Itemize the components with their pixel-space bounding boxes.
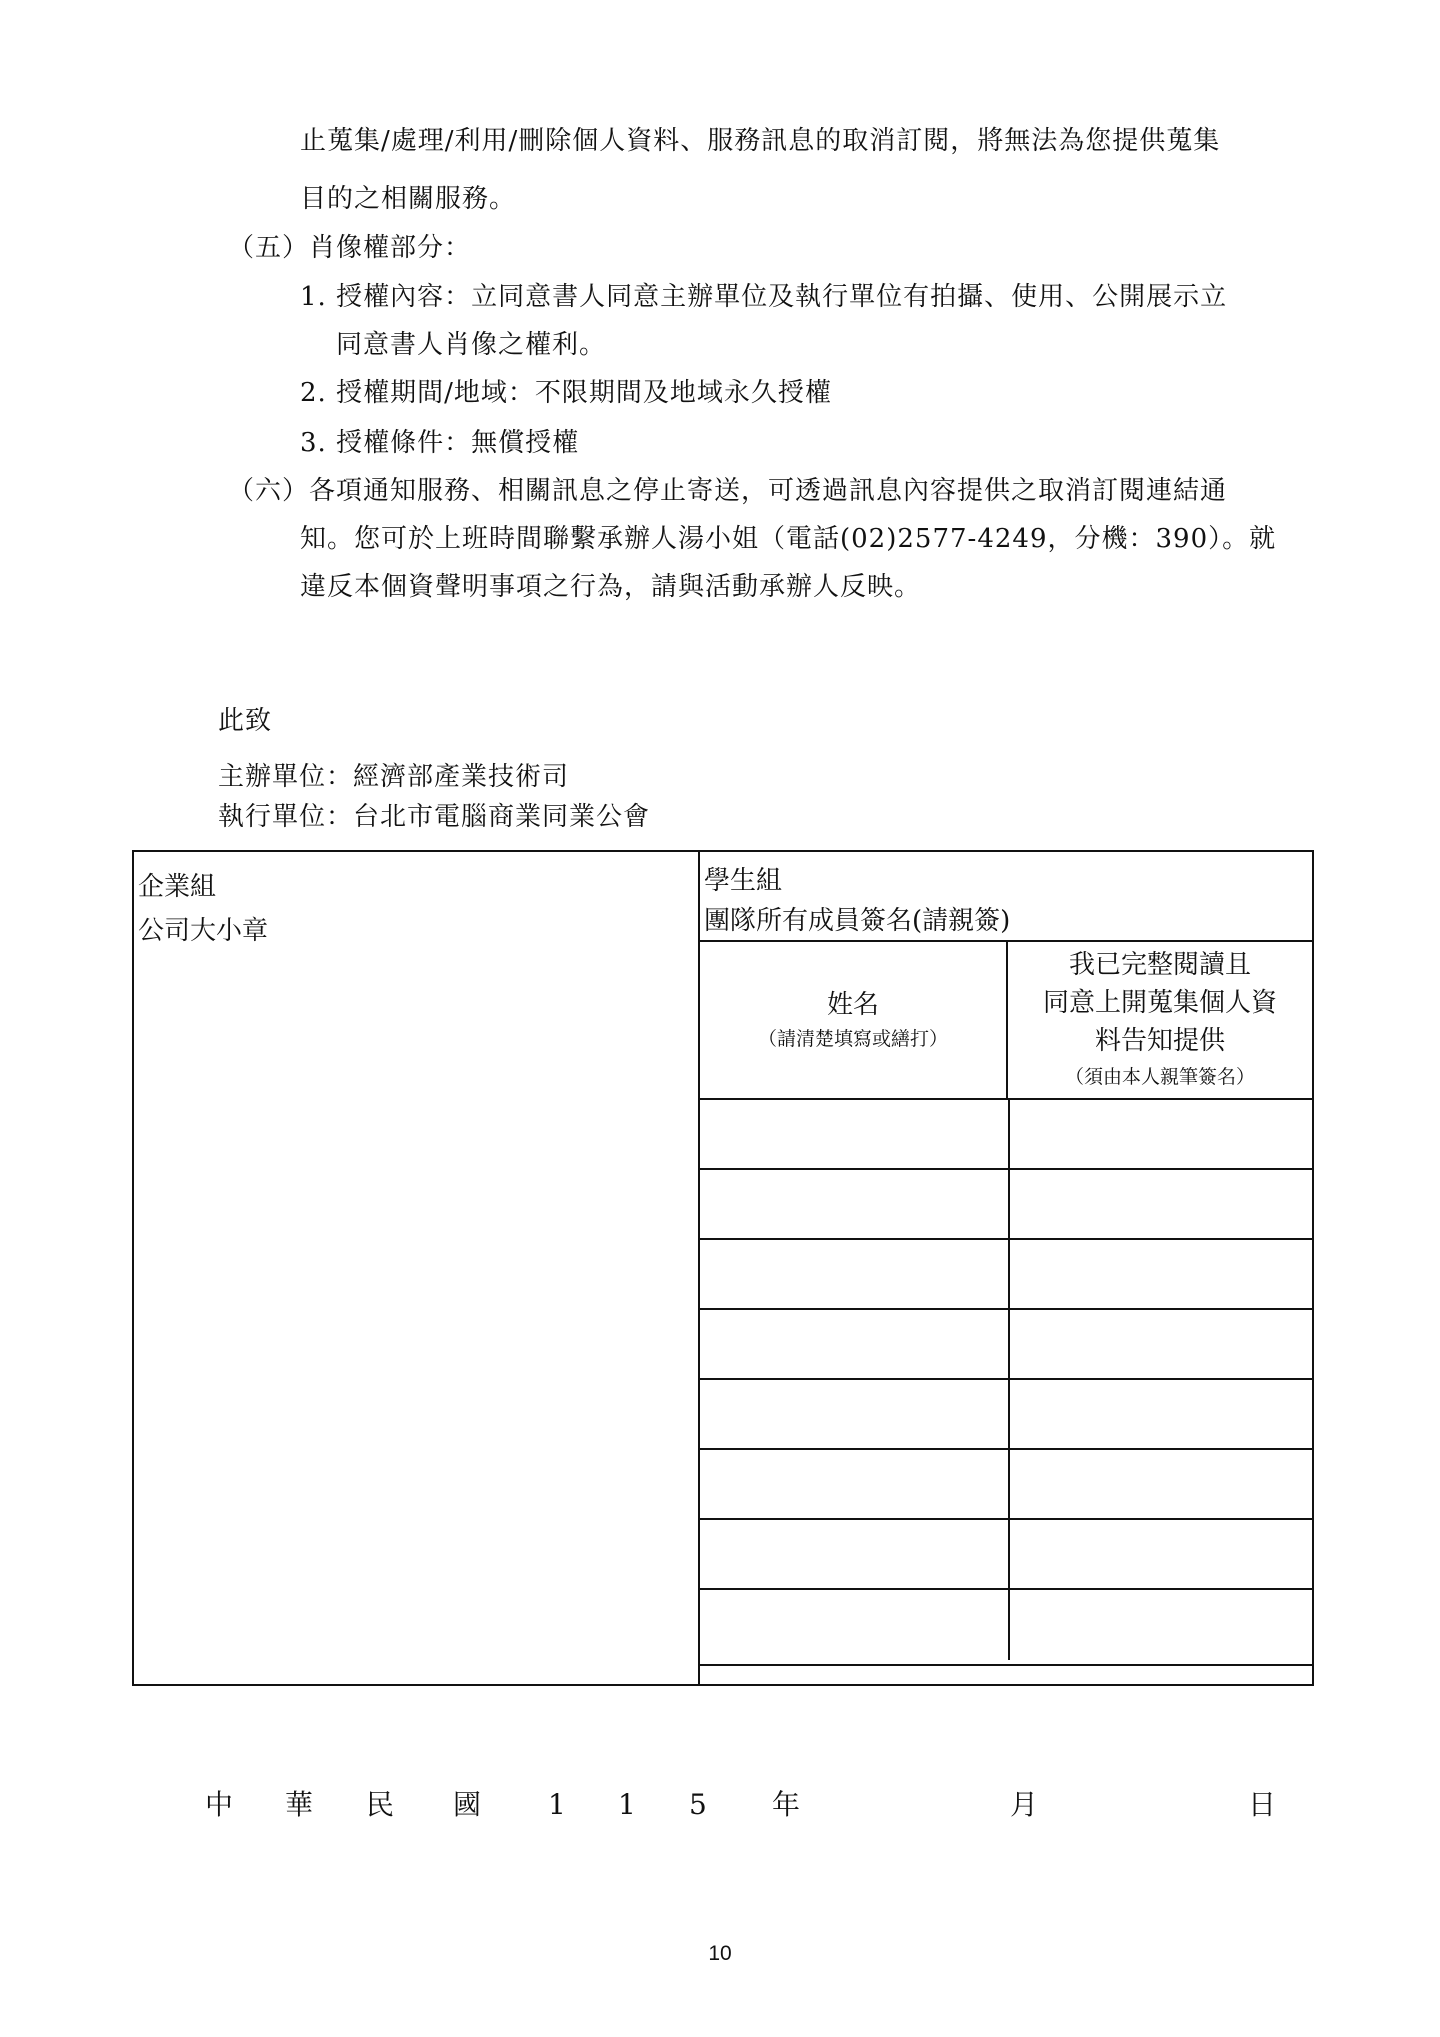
- body-line-4: 1. 授權內容：立同意書人同意主辦單位及執行單位有拍攝、使用、公開展示立: [300, 282, 1228, 312]
- agree-header-cell: [1008, 942, 1312, 1098]
- date-digit-3: 5: [689, 1788, 707, 1821]
- signature-table: [700, 940, 1314, 1666]
- date-month-label: 月: [1010, 1788, 1039, 1821]
- date-digit-1: 1: [548, 1788, 566, 1821]
- agree-note: （須由本人親筆簽名）: [1064, 1066, 1255, 1088]
- name-note: （請清楚填寫或繕打）: [757, 1028, 948, 1050]
- table-row[interactable]: [700, 1240, 1312, 1310]
- name-header-cell: [700, 942, 1008, 1098]
- enterprise-title: 企業組: [138, 872, 217, 902]
- table-row[interactable]: [700, 1310, 1312, 1380]
- date-digit-2: 1: [618, 1788, 636, 1821]
- body-line-7: 3. 授權條件：無償授權: [300, 428, 580, 458]
- date-year-label: 年: [772, 1788, 801, 1821]
- student-title: 學生組: [704, 866, 783, 896]
- closing-text: 此致: [218, 706, 273, 736]
- table-row[interactable]: [700, 1590, 1312, 1660]
- table-row[interactable]: [700, 1450, 1312, 1520]
- body-line-9: 知。您可於上班時間聯繫承辦人湯小姐（電話(02)2577-4249，分機：390）。就: [300, 524, 1277, 554]
- student-column: [700, 852, 1312, 1684]
- section-five-heading: （五）肖像權部分：: [228, 233, 472, 263]
- date-char-hua: 華: [285, 1788, 314, 1821]
- table-row[interactable]: [700, 1100, 1312, 1170]
- agree-header-line3: 料告知提供: [1094, 1026, 1225, 1056]
- page-number: 10: [708, 1942, 732, 1965]
- body-line-5: 同意書人肖像之權利。: [336, 330, 607, 360]
- student-sign-note: 團隊所有成員簽名(請親簽): [704, 906, 1011, 936]
- body-line-6: 2. 授權期間/地域：不限期間及地域永久授權: [300, 378, 832, 408]
- signature-table-header: [700, 942, 1312, 1100]
- section-six-heading: （六）各項通知服務、相關訊息之停止寄送，可透過訊息內容提供之取消訂閱連結通: [228, 476, 1228, 506]
- table-row[interactable]: [700, 1520, 1312, 1590]
- enterprise-column: [134, 852, 700, 1684]
- executor-line: 執行單位：台北市電腦商業同業公會: [218, 802, 651, 832]
- date-day-label: 日: [1248, 1788, 1277, 1821]
- date-char-guo: 國: [453, 1788, 482, 1821]
- body-line-2: 目的之相關服務。: [300, 184, 517, 214]
- name-header: 姓名: [826, 990, 879, 1020]
- agree-header-line2: 同意上開蒐集個人資: [1042, 988, 1277, 1018]
- table-row[interactable]: [700, 1170, 1312, 1240]
- organizer-line: 主辦單位：經濟部產業技術司: [218, 762, 570, 792]
- signature-rows: [700, 1100, 1312, 1664]
- agree-header-line1: 我已完整閱讀且: [1068, 950, 1251, 980]
- body-line-1: 止蒐集/處理/利用/刪除個人資料、服務訊息的取消訂閱，將無法為您提供蒐集: [300, 126, 1221, 156]
- date-char-min: 民: [366, 1788, 395, 1821]
- enterprise-stamp-label: 公司大小章: [138, 916, 269, 946]
- date-char-zhong: 中: [205, 1788, 234, 1821]
- body-line-10: 違反本個資聲明事項之行為，請與活動承辦人反映。: [300, 572, 922, 602]
- consent-table: [132, 850, 1314, 1686]
- table-row[interactable]: [700, 1380, 1312, 1450]
